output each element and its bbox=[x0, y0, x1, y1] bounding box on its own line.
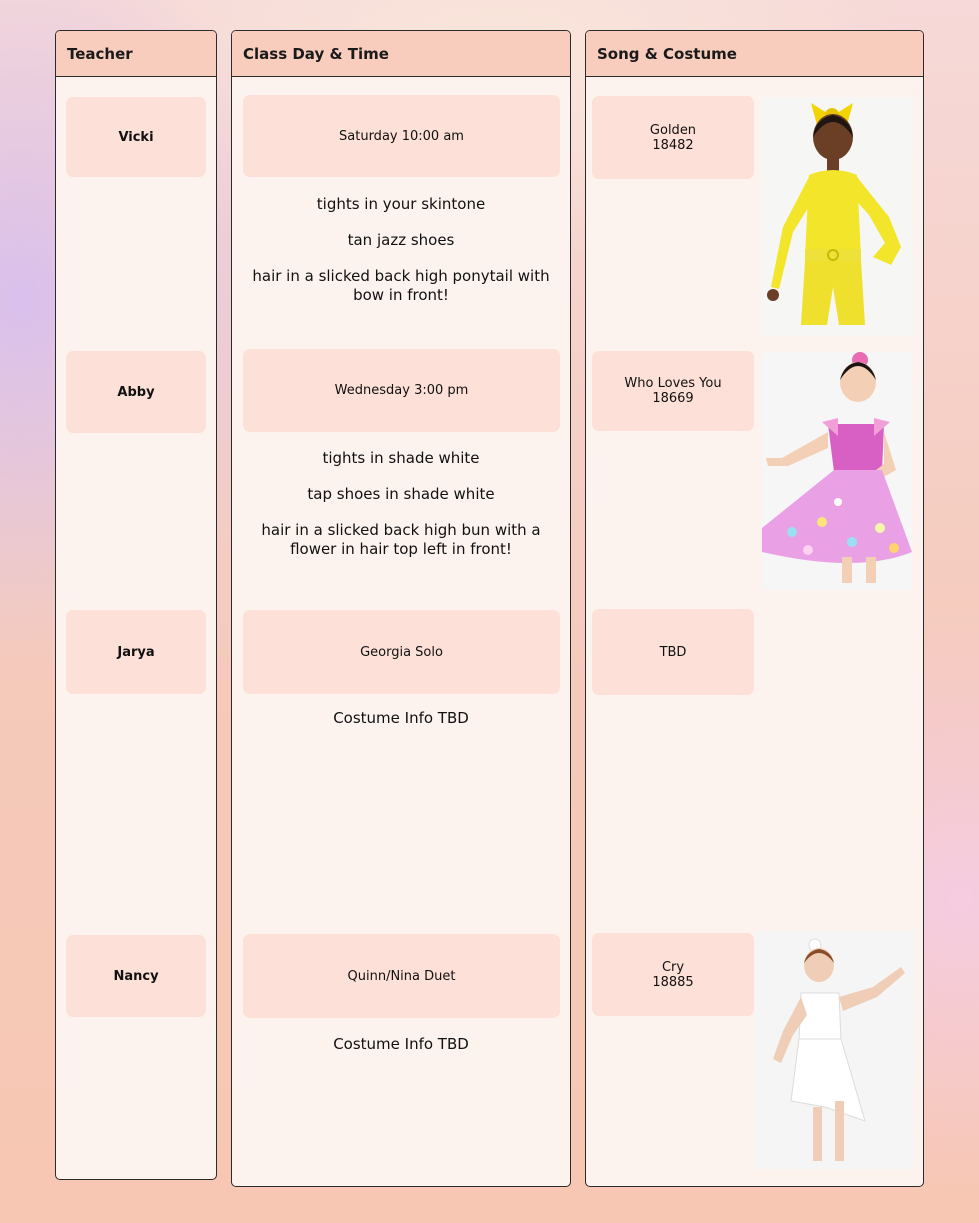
note-line: hair in a slicked back high bun with a flower in hair top left in front! bbox=[261, 521, 541, 558]
dancer-pink-illustration bbox=[762, 352, 912, 590]
song-title: Who Loves You bbox=[624, 376, 722, 391]
class-column bbox=[231, 30, 571, 1187]
notes-nancy bbox=[232, 1035, 570, 1071]
song-cry bbox=[592, 933, 754, 1016]
dancer-white-illustration bbox=[755, 931, 914, 1169]
yellow-jazz-costume-photo bbox=[761, 97, 913, 336]
class-time-vicki: Saturday 10:00 am bbox=[243, 95, 560, 177]
note-line: tights in your skintone bbox=[316, 195, 486, 213]
song-number: 18482 bbox=[652, 137, 694, 153]
song-golden bbox=[592, 96, 754, 179]
song-who-loves-you bbox=[592, 351, 754, 431]
teacher-vicki: Vicki bbox=[66, 97, 206, 177]
pink-tutu-costume-photo bbox=[762, 352, 912, 590]
song-tbd bbox=[592, 609, 754, 695]
teacher-abby: Abby bbox=[66, 351, 206, 433]
notes-vicki bbox=[232, 195, 570, 322]
song-number: 18669 bbox=[652, 391, 694, 406]
note-line: hair in a slicked back high ponytail with bow in front! bbox=[252, 267, 550, 304]
song-column bbox=[585, 30, 924, 1187]
notes-abby bbox=[232, 449, 570, 576]
class-time-jarya: Georgia Solo bbox=[243, 610, 560, 694]
note-line: Costume Info TBD bbox=[333, 1035, 469, 1053]
teacher-header: Teacher bbox=[56, 31, 216, 77]
dancer-yellow-illustration bbox=[761, 97, 913, 336]
teacher-column bbox=[55, 30, 217, 1180]
song-title: Golden bbox=[649, 122, 697, 138]
song-header: Song & Costume bbox=[586, 31, 923, 77]
note-line: tap shoes in shade white bbox=[307, 485, 495, 503]
class-time-nancy: Quinn/Nina Duet bbox=[243, 934, 560, 1018]
note-line: tan jazz shoes bbox=[347, 231, 455, 249]
notes-jarya bbox=[232, 709, 570, 745]
note-line: tights in shade white bbox=[322, 449, 480, 467]
class-time-abby: Wednesday 3:00 pm bbox=[243, 349, 560, 432]
note-line: Costume Info TBD bbox=[333, 709, 469, 727]
song-title: Cry bbox=[661, 959, 685, 975]
class-header: Class Day & Time bbox=[232, 31, 570, 77]
white-lyrical-costume-photo bbox=[755, 931, 914, 1169]
song-number: 18885 bbox=[652, 974, 694, 990]
teacher-jarya: Jarya bbox=[66, 610, 206, 694]
teacher-nancy: Nancy bbox=[66, 935, 206, 1017]
song-title: TBD bbox=[659, 644, 687, 660]
